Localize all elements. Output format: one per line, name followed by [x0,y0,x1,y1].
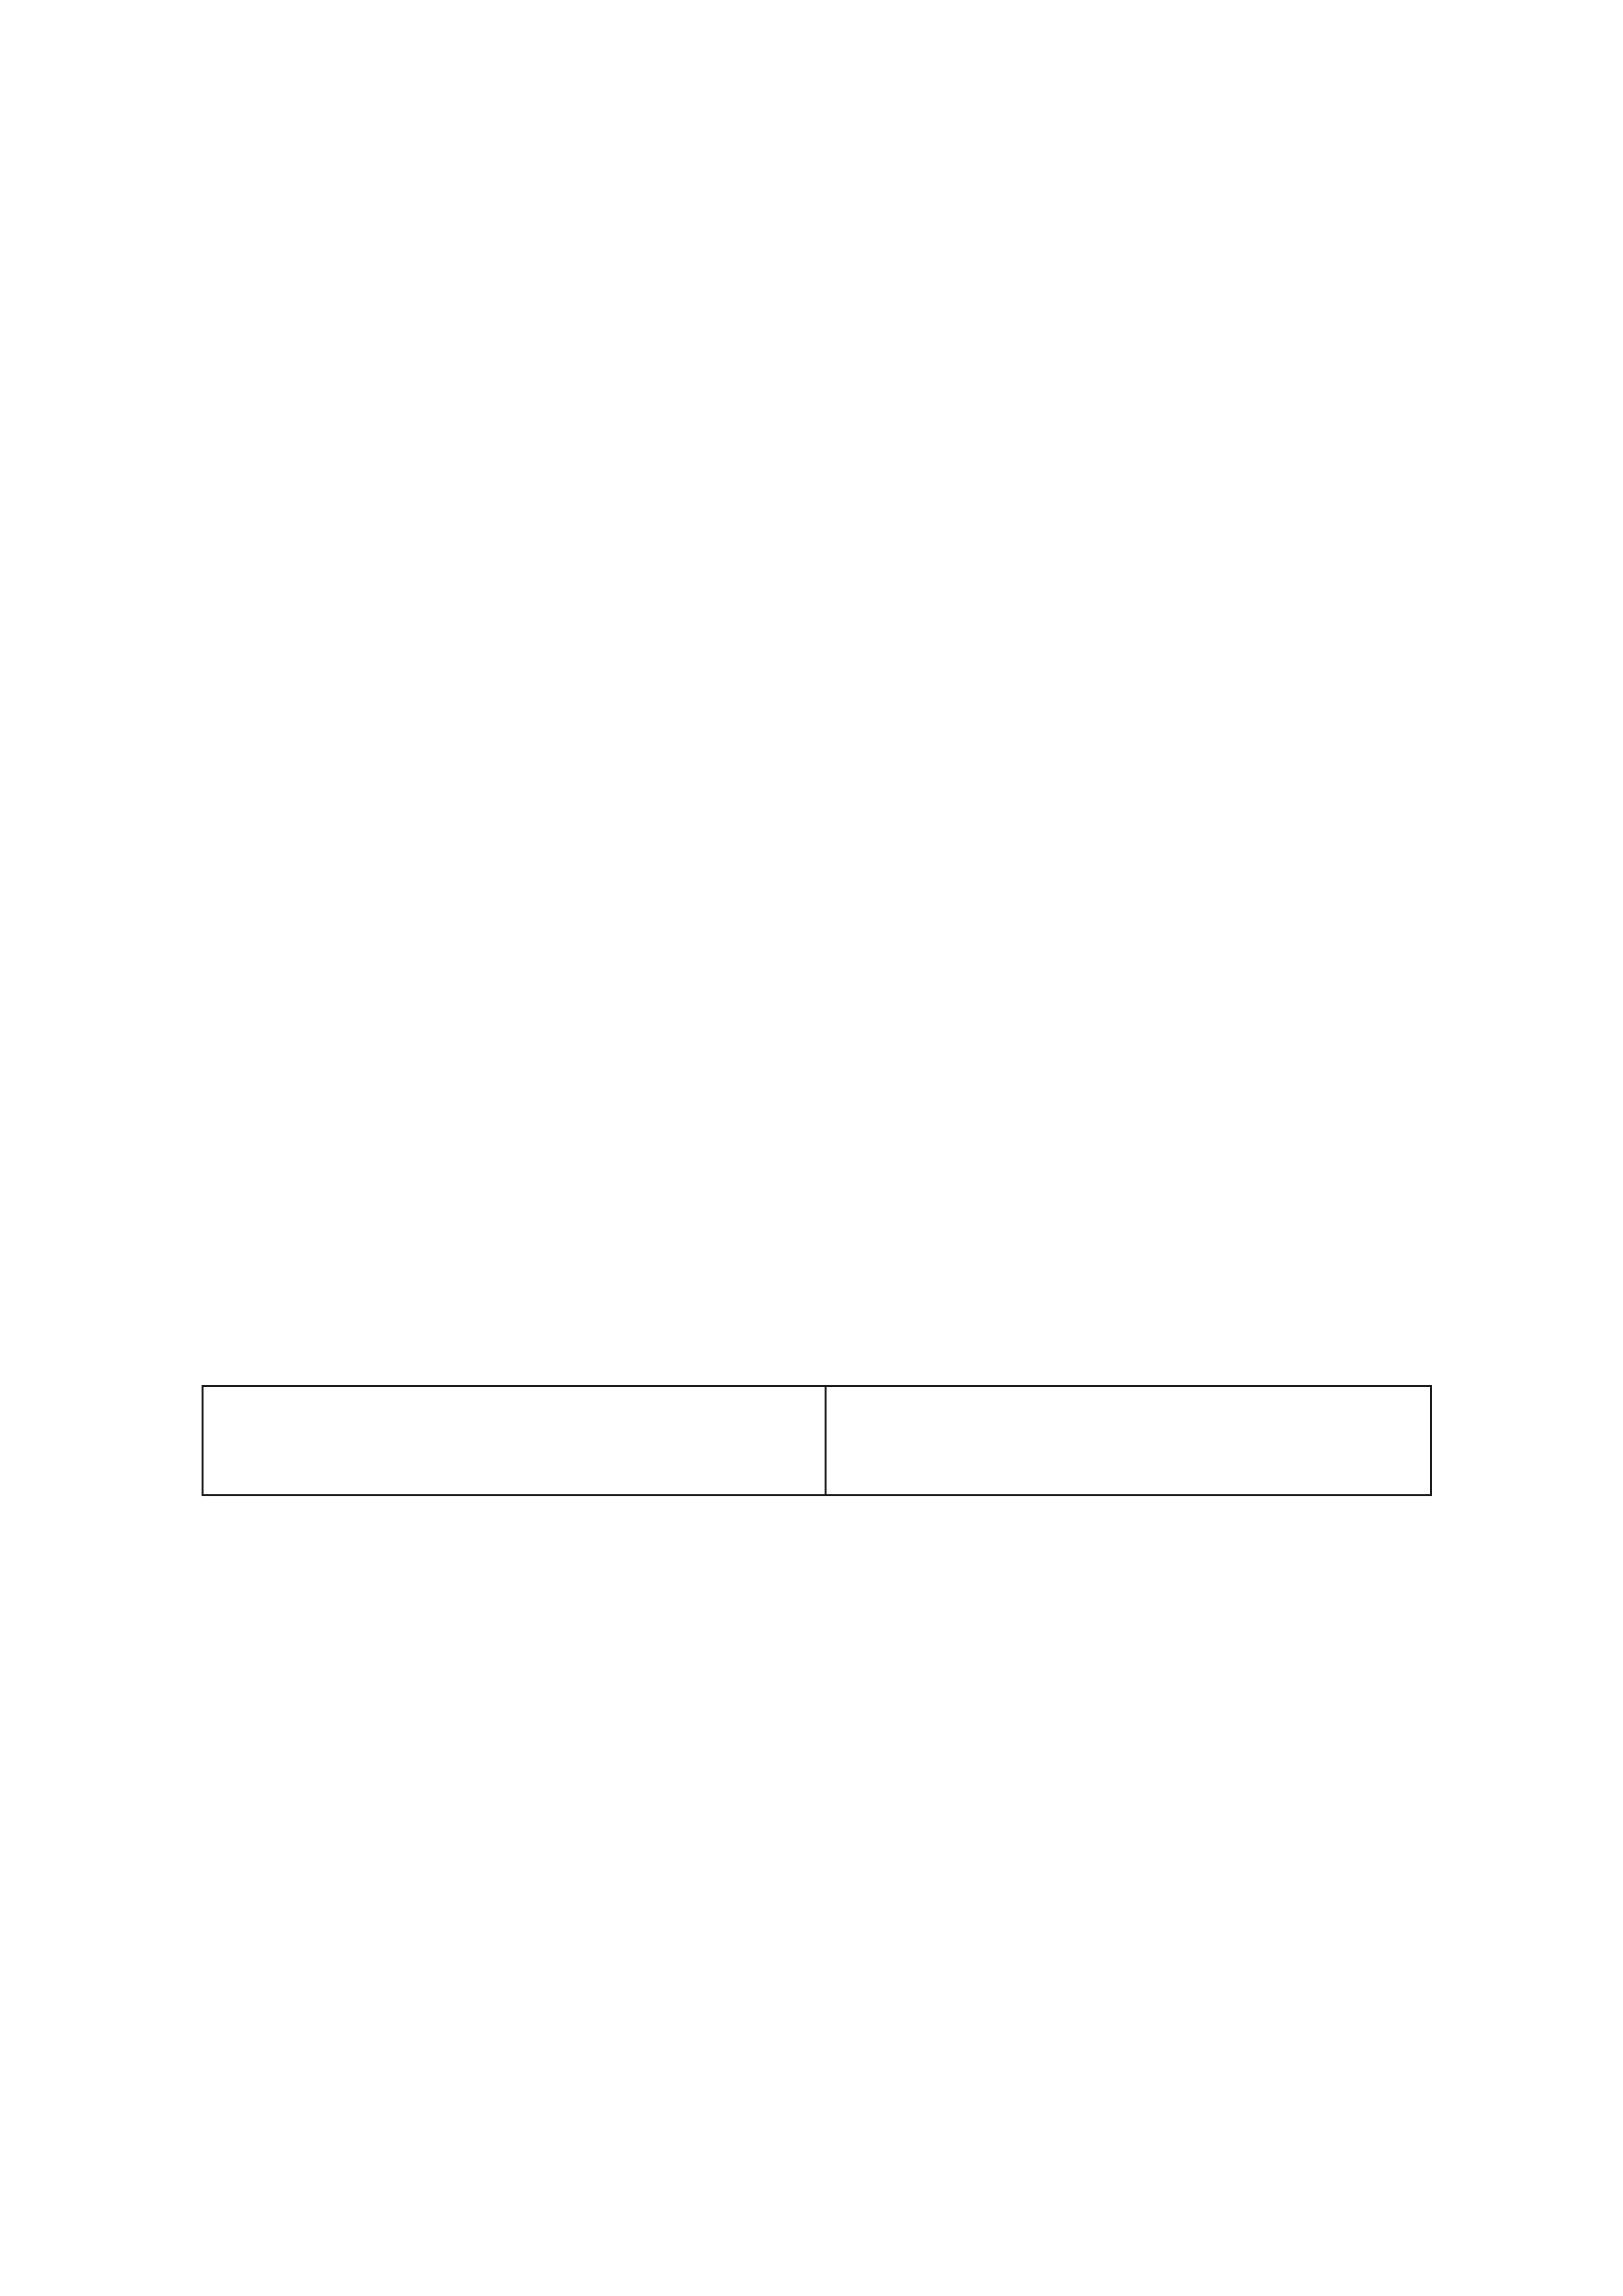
table-header-row [203,1386,1431,1496]
table-header-item [203,1386,826,1496]
spec-table [202,1385,1432,1496]
qr-code [26,145,159,278]
table-header-requirement [826,1386,1431,1496]
